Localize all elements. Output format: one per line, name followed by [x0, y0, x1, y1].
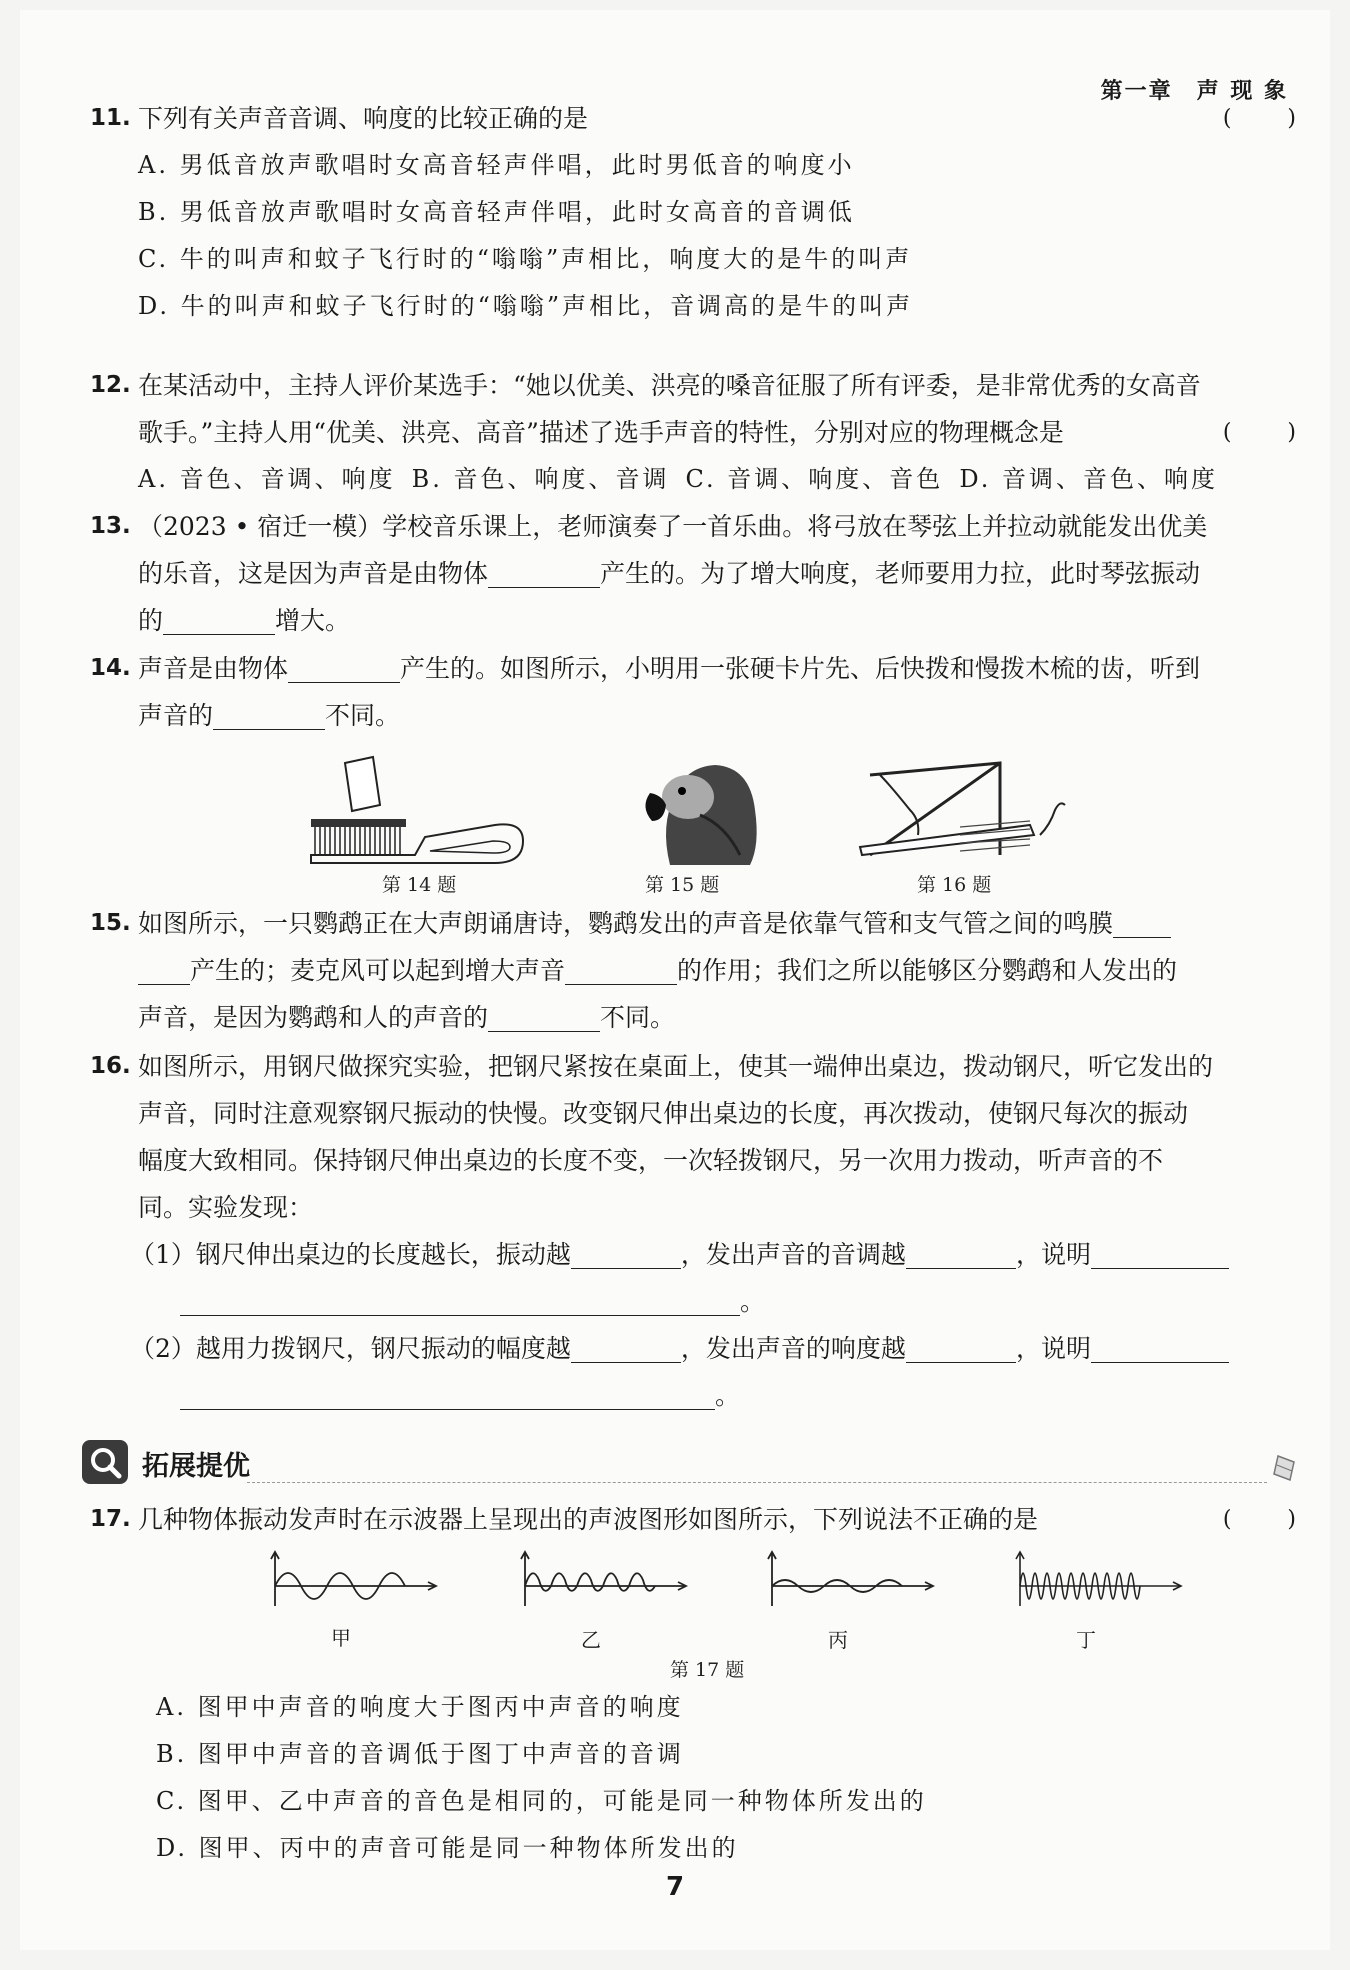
waveform-bing: [768, 1552, 933, 1606]
question-number: 14.: [90, 655, 131, 681]
section-divider: [247, 1482, 1267, 1483]
question-line: 如图所示，用钢尺做探究实验，把钢尺紧按在桌面上，使其一端伸出桌边，拨动钢尺，听它发出的: [138, 1052, 1214, 1081]
text-run: 产生的。如图所示，小明用一张硬卡片先、后快拨和慢拨木梳的齿，听到: [400, 654, 1201, 683]
question-line: 歌手。”主持人用“优美、洪亮、高音”描述了选手声音的特性，分别对应的物理概念是: [138, 418, 1064, 447]
option-c[interactable]: C. 音调、响度、音色: [685, 465, 944, 493]
answer-blank[interactable]: [488, 557, 600, 588]
option-d[interactable]: D. 音调、音色、响度: [959, 465, 1218, 493]
answer-blank[interactable]: [1091, 1332, 1229, 1363]
answer-blank[interactable]: [571, 1332, 681, 1363]
text-run: （1）钢尺伸出桌边的长度越长，振动越: [130, 1240, 571, 1269]
question-stem: 几种物体振动发声时在示波器上呈现出的声波图形如图所示，下列说法不正确的是: [138, 1505, 1039, 1534]
text-run: 声音的: [138, 701, 214, 730]
comb-card-figure: [305, 755, 530, 870]
question-15: [90, 900, 1300, 1041]
answer-blank[interactable]: [213, 699, 325, 730]
question-line: （2023 • 宿迁一模）学校音乐课上，老师演奏了一首乐曲。将弓放在琴弦上并拉动就能发出优美: [138, 512, 1208, 541]
question-line: 同。实验发现：: [138, 1193, 314, 1222]
text-run: 的乐音，这是因为声音是由物体: [138, 559, 489, 588]
text-run: 产生的；麦克风可以起到增大声音: [190, 956, 566, 985]
question-number: 15.: [90, 910, 131, 936]
figure-caption: 第 15 题: [645, 874, 720, 896]
answer-blank[interactable]: [180, 1285, 740, 1316]
option-a[interactable]: A. 图甲中声音的响度大于图丙中声音的响度: [156, 1693, 684, 1721]
text-run: 增大。: [275, 606, 351, 635]
section-heading: [82, 1438, 1298, 1488]
figure-caption: 第 17 题: [670, 1659, 745, 1681]
figure-caption: 第 16 题: [917, 874, 992, 896]
text-run: 产生的。为了增大响度，老师要用力拉，此时琴弦振动: [600, 559, 1201, 588]
text-run: 如图所示，一只鹦鹉正在大声朗诵唐诗，鹦鹉发出的声音是依靠气管和支气管之间的鸣膜: [138, 909, 1114, 938]
text-run: 不同。: [325, 701, 401, 730]
option-d[interactable]: D. 牛的叫声和蚊子飞行时的“嗡嗡”声相比，音调高的是牛的叫声: [138, 292, 914, 320]
parrot-figure: [630, 755, 760, 870]
question-number: 16.: [90, 1053, 131, 1079]
answer-blank[interactable]: [288, 652, 400, 683]
question-14: [90, 645, 1300, 739]
text-run: ，发出声音的响度越: [680, 1334, 906, 1363]
option-a[interactable]: A. 男低音放声歌唱时女高音轻声伴唱，此时男低音的响度小: [138, 151, 855, 179]
text-run: （2）越用力拨钢尺，钢尺振动的幅度越: [130, 1334, 571, 1363]
question-line: 在某活动中，主持人评价某选手：“她以优美、洪亮的嗓音征服了所有评委，是非常优秀的女高音: [138, 371, 1201, 400]
eraser-icon: [1272, 1452, 1298, 1484]
answer-blank[interactable]: [180, 1379, 715, 1410]
answer-blank[interactable]: [565, 954, 677, 985]
answer-blank[interactable]: [906, 1238, 1016, 1269]
question-stem: 下列有关声音音调、响度的比较正确的是: [138, 104, 589, 133]
option-b[interactable]: B. 男低音放声歌唱时女高音轻声伴唱，此时女高音的音调低: [138, 198, 855, 226]
waveform-yi: [521, 1552, 686, 1606]
question-17-options: [90, 1684, 1300, 1872]
text-run: 的作用；我们之所以能够区分鹦鹉和人发出的: [677, 956, 1178, 985]
question-17: [90, 1496, 1300, 1543]
answer-blank[interactable]: [571, 1238, 681, 1269]
option-d[interactable]: D. 图甲、丙中的声音可能是同一种物体所发出的: [156, 1834, 739, 1862]
text-run: ，说明: [1015, 1334, 1091, 1363]
question-line: 幅度大致相同。保持钢尺伸出桌边的长度不变，一次轻拨钢尺，另一次用力拨动，听声音的不: [138, 1146, 1164, 1175]
answer-blank[interactable]: [138, 954, 190, 985]
magnifier-icon: [82, 1440, 128, 1484]
page-number: 7: [665, 1872, 685, 1902]
waveform-label: 丁: [1076, 1628, 1096, 1652]
waveform-label: 丙: [828, 1628, 848, 1652]
option-c[interactable]: C. 牛的叫声和蚊子飞行时的“嗡嗡”声相比，响度大的是牛的叫声: [138, 245, 913, 273]
question-number: 12.: [90, 372, 131, 398]
section-title: 拓展提优: [142, 1451, 250, 1482]
question-16: [90, 1043, 1300, 1419]
chapter-header: 第一章 声 现 象: [1100, 79, 1288, 104]
answer-blank[interactable]: [163, 604, 275, 635]
waveform-jia: [271, 1552, 436, 1606]
waveform-figures: [250, 1550, 1190, 1625]
option-b[interactable]: B. 图甲中声音的音调低于图丁中声音的音调: [156, 1740, 684, 1768]
text-run: 声音，是因为鹦鹉和人的声音的: [138, 1003, 489, 1032]
question-13: [90, 503, 1300, 644]
question-12: [90, 362, 1300, 503]
waveform-label: 乙: [581, 1628, 601, 1652]
text-run: 。: [715, 1381, 741, 1410]
option-b[interactable]: B. 音色、响度、音调: [411, 465, 670, 493]
question-number: 17.: [90, 1506, 131, 1532]
question-line: 声音，同时注意观察钢尺振动的快慢。改变钢尺伸出桌边的长度，再次拨动，使钢尺每次的振动: [138, 1099, 1189, 1128]
question-number: 11.: [90, 105, 131, 131]
text-run: ，发出声音的音调越: [680, 1240, 906, 1269]
text-run: 不同。: [600, 1003, 676, 1032]
text-run: 声音是由物体: [138, 654, 289, 683]
answer-paren[interactable]: ( ): [1222, 1507, 1300, 1532]
text-run: 的: [138, 606, 164, 635]
answer-blank[interactable]: [1113, 907, 1171, 938]
answer-blank[interactable]: [1091, 1238, 1229, 1269]
waveform-ding: [1016, 1552, 1181, 1606]
answer-blank[interactable]: [488, 1001, 600, 1032]
workbook-page: [20, 10, 1330, 1950]
question-11: [90, 95, 1300, 330]
answer-paren[interactable]: ( ): [1222, 106, 1300, 131]
answer-blank[interactable]: [906, 1332, 1016, 1363]
option-c[interactable]: C. 图甲、乙中声音的音色是相同的，可能是同一种物体所发出的: [156, 1787, 927, 1815]
answer-paren[interactable]: ( ): [1222, 420, 1300, 445]
text-run: ，说明: [1015, 1240, 1091, 1269]
waveform-label: 甲: [331, 1626, 351, 1650]
ruler-table-figure: [850, 755, 1075, 870]
figure-caption: 第 14 题: [382, 874, 457, 896]
question-number: 13.: [90, 513, 131, 539]
text-run: 。: [740, 1287, 766, 1316]
option-a[interactable]: A. 音色、音调、响度: [138, 465, 396, 493]
